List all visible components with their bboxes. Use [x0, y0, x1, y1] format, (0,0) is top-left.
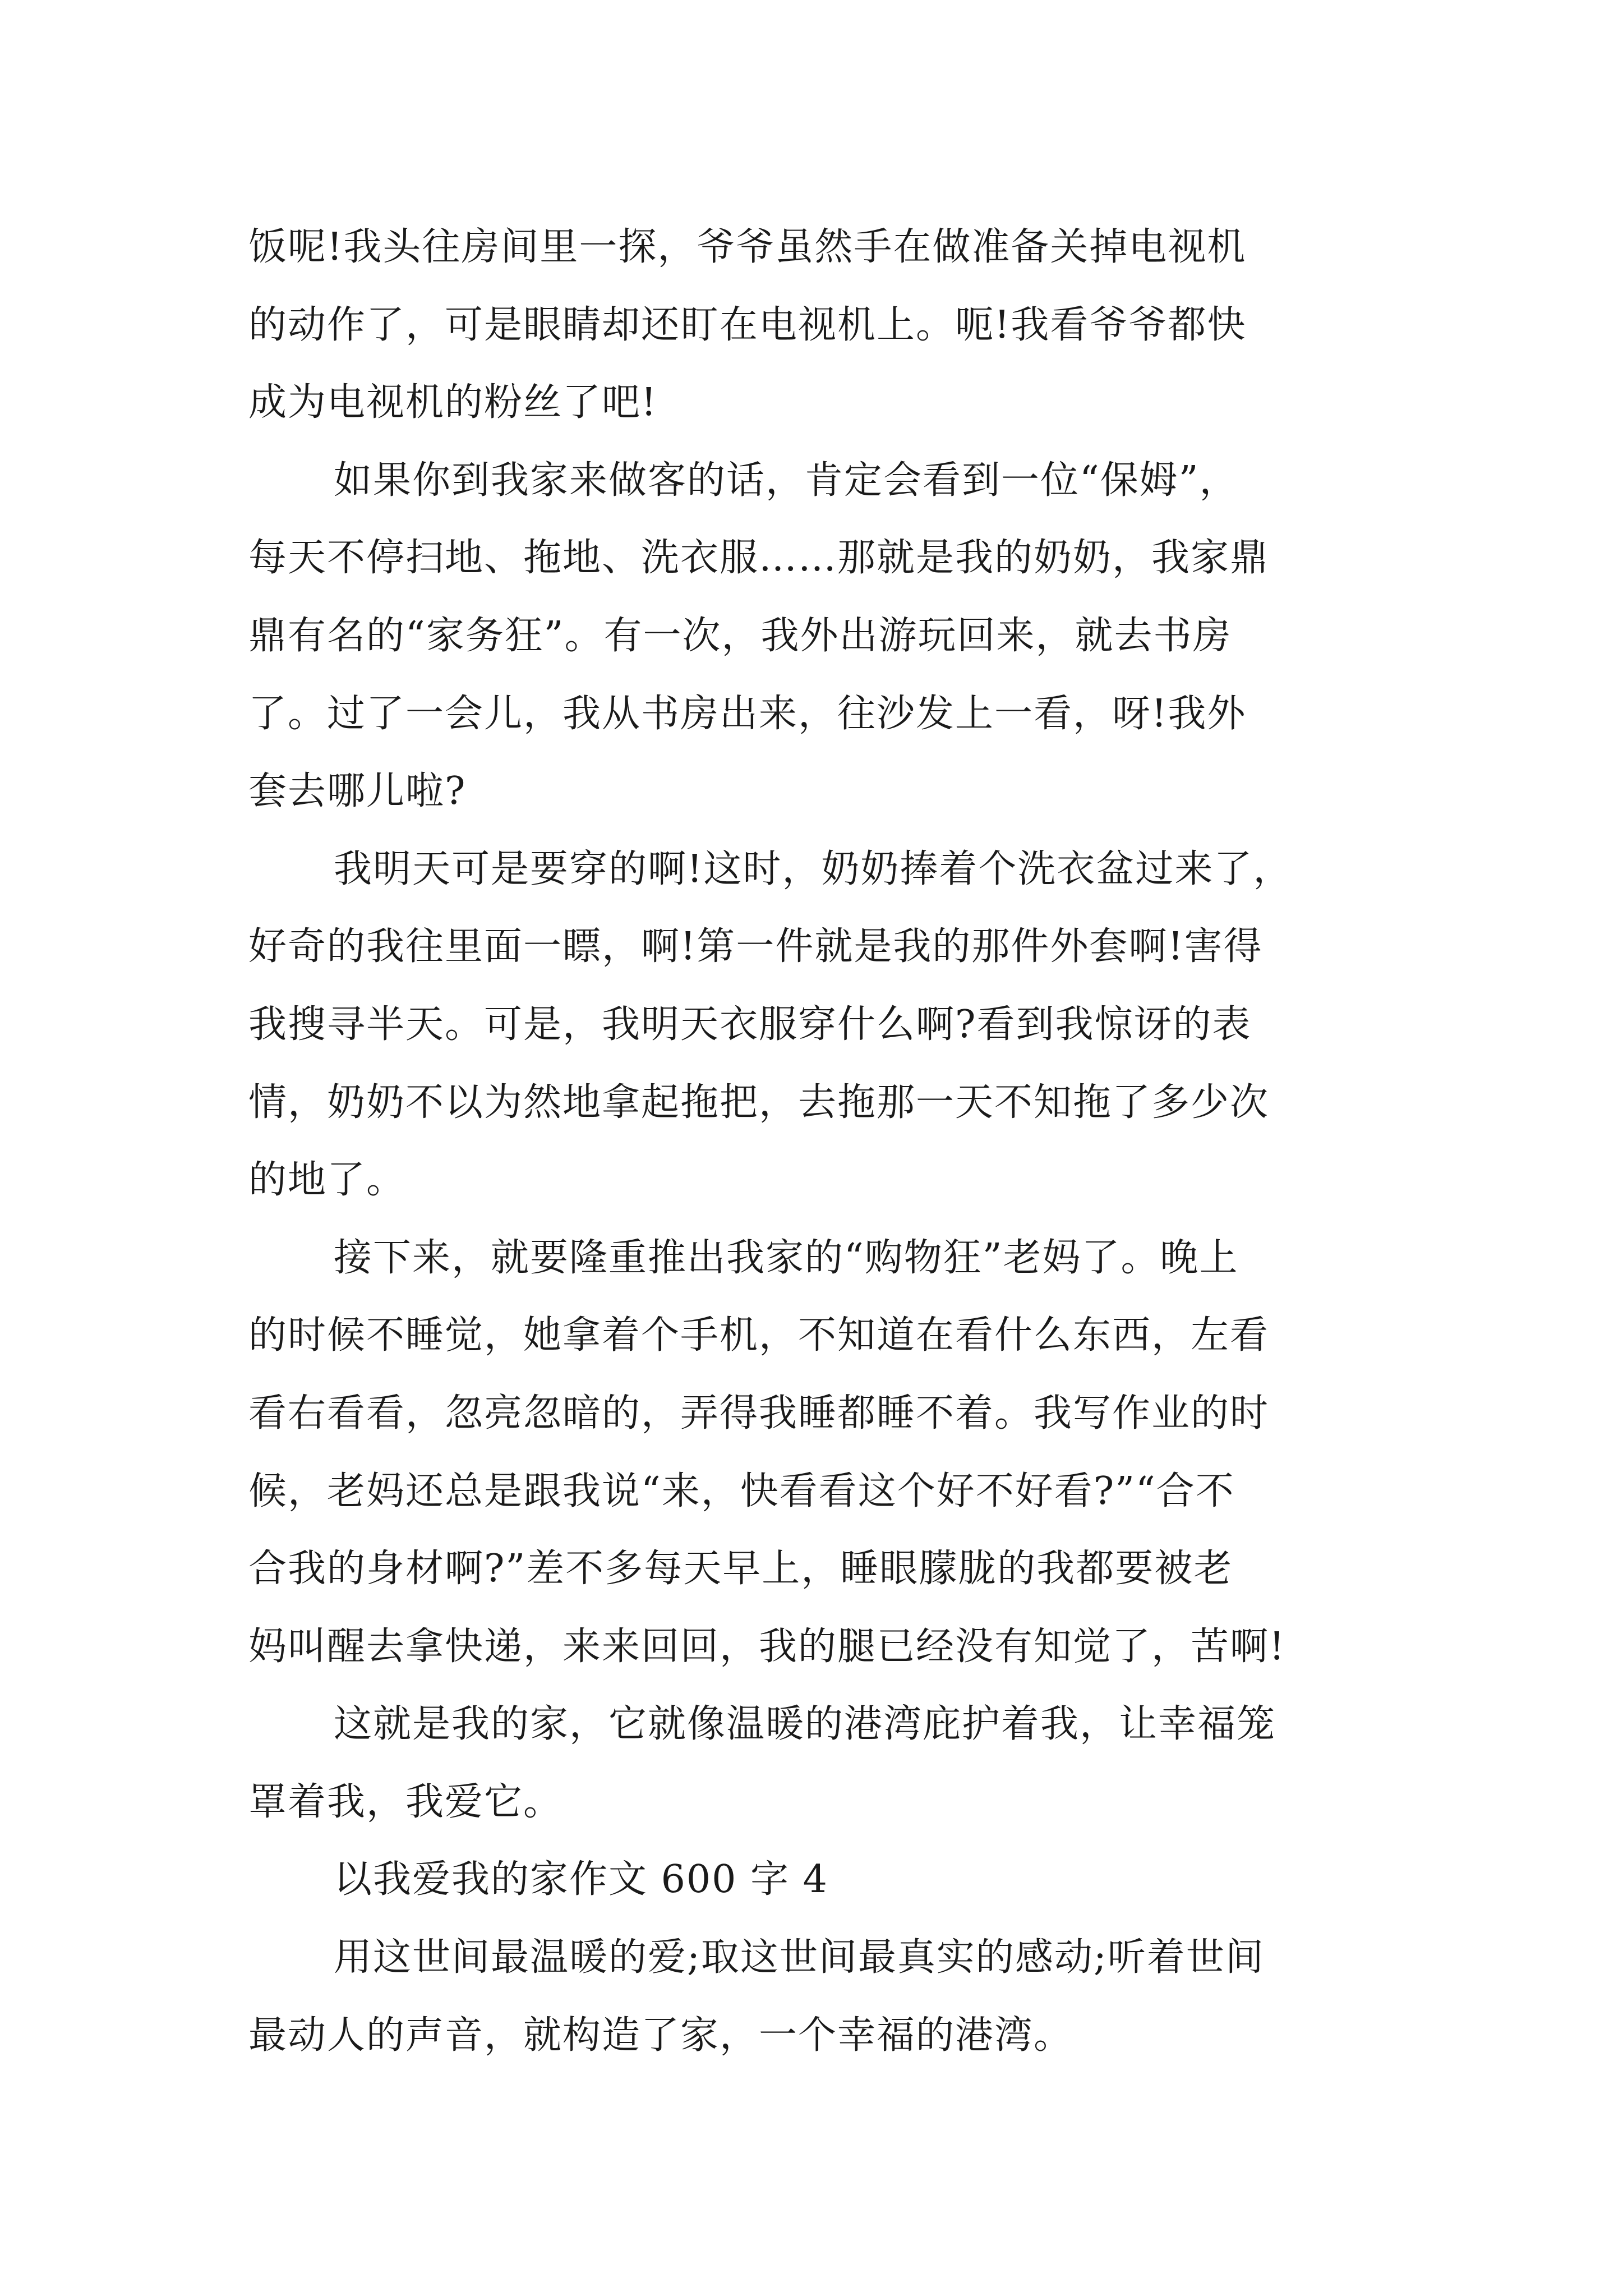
section-heading: 以我爱我的家作文 600 字 4 [334, 1857, 828, 1902]
text-line: 情，奶奶不以为然地拿起拖把，去拖那一天不知拖了多少次 [248, 1080, 1270, 1125]
document-body [248, 209, 1393, 2074]
text-line: 我搜寻半天。可是，我明天衣服穿什么啊?看到我惊讶的表 [248, 1002, 1252, 1047]
paragraph-first-line: 用这世间最温暖的爱;取这世间最真实的感动;听着世间 [334, 1935, 1265, 1980]
text-line: 妈叫醒去拿快递，来来回回，我的腿已经没有知觉了，苦啊! [248, 1624, 1286, 1669]
text-line: 的时候不睡觉，她拿着个手机，不知道在看什么东西，左看 [248, 1313, 1270, 1358]
text-line: 的地了。 [248, 1158, 406, 1203]
text-line: 套去哪儿啦? [248, 769, 467, 814]
text-line: 的动作了，可是眼睛却还盯在电视机上。呃!我看爷爷都快 [248, 302, 1247, 347]
text-line: 每天不停扫地、拖地、洗衣服……那就是我的奶奶，我家鼎 [248, 536, 1270, 581]
paragraph-first-line: 如果你到我家来做客的话，肯定会看到一位“保姆”， [334, 458, 1239, 503]
text-line: 候，老妈还总是跟我说“来，快看看这个好不好看?”“合不 [248, 1469, 1235, 1513]
paragraph-first-line: 这就是我的家，它就像温暖的港湾庇护着我，让幸福笼 [334, 1702, 1276, 1747]
text-line: 看右看看，忽亮忽暗的，弄得我睡都睡不着。我写作业的时 [248, 1391, 1270, 1435]
text-line: 最动人的声音，就构造了家，一个幸福的港湾。 [248, 2013, 1073, 2058]
text-line: 了。过了一会儿，我从书房出来，往沙发上一看，呀!我外 [248, 691, 1247, 736]
text-line: 好奇的我往里面一瞟，啊!第一件就是我的那件外套啊!害得 [248, 924, 1263, 969]
text-line: 饭呢!我头往房间里一探，爷爷虽然手在做准备关掉电视机 [248, 225, 1247, 269]
text-line: 成为电视机的粉丝了吧! [248, 380, 658, 425]
text-line: 鼎有名的“家务狂”。有一次，我外出游玩回来，就去书房 [248, 613, 1232, 658]
paragraph-first-line: 接下来，就要隆重推出我家的“购物狂”老妈了。晚上 [334, 1235, 1239, 1280]
text-line: 罩着我，我爱它。 [248, 1779, 563, 1824]
paragraph-first-line: 我明天可是要穿的啊!这时，奶奶捧着个洗衣盆过来了， [334, 846, 1293, 891]
text-line: 合我的身材啊?”差不多每天早上，睡眼朦胧的我都要被老 [248, 1547, 1233, 1591]
